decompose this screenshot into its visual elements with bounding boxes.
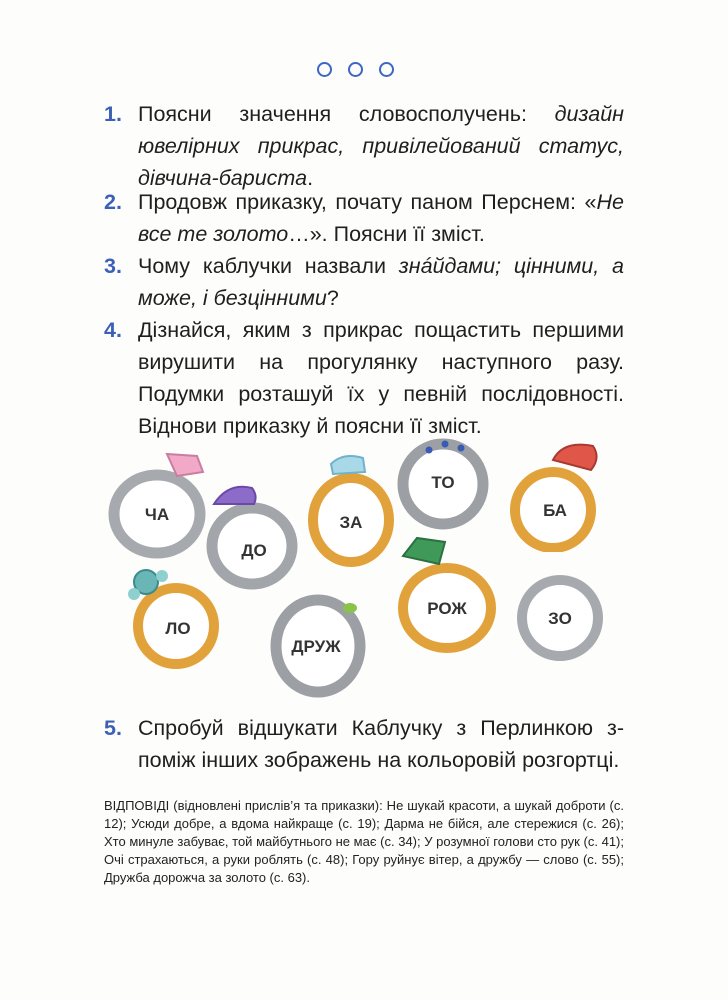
ring-za bbox=[303, 450, 399, 570]
question-1 bbox=[104, 98, 624, 194]
ring-rozh bbox=[395, 536, 499, 654]
ring-to bbox=[395, 432, 491, 532]
ring-zo bbox=[514, 570, 606, 666]
question-2 bbox=[104, 186, 624, 250]
ring-label: ТО bbox=[431, 473, 455, 492]
rings-illustration bbox=[100, 430, 640, 710]
ring-label: БА bbox=[543, 501, 567, 520]
question-4 bbox=[104, 314, 624, 442]
question-text: Поясни значення словосполучень: bbox=[138, 102, 555, 126]
question-3 bbox=[104, 250, 624, 314]
ring-label: ЧА bbox=[144, 505, 170, 524]
gem-dot-icon bbox=[426, 447, 433, 454]
ring-ba bbox=[505, 440, 605, 552]
question-number: 5. bbox=[104, 716, 122, 740]
question-end: ? bbox=[326, 286, 339, 310]
gem-icon bbox=[156, 570, 168, 582]
ring-label: ДО bbox=[241, 541, 267, 560]
question-5 bbox=[104, 712, 624, 776]
ring-label: РОЖ bbox=[427, 599, 467, 618]
ring-label: ЛО bbox=[165, 619, 191, 638]
gem-dot-icon bbox=[442, 441, 449, 448]
question-text: Продовж приказку, почату паном Перснем: « bbox=[138, 190, 597, 214]
question-text: Чому каблучки назвали bbox=[138, 254, 399, 278]
gem-icon bbox=[214, 487, 256, 504]
decorative-circles bbox=[317, 62, 394, 77]
question-italic: дизайн ювелірних прикрас, привілейований статус, дівчина-бариста bbox=[138, 102, 624, 190]
answers-text: (відновлені прислів’я та приказки): Не шукай красоти, а шукай доброти (с. 12); Усюди добре, а вдома найкраще (с. 19); Дарма не бійся, але стережися (с. 26); Хто минуле забуває, той майбутнього не має (с. 34); У розумної голови сто рук (с. 41); Очі страхаються, а руки роблять (с. 48); Гору руйнує вітер, а дружбу — слово (с. 55); Дружба дорожча за золото (с. 63). bbox=[104, 798, 624, 885]
circle-icon bbox=[379, 62, 394, 77]
circle-icon bbox=[348, 62, 363, 77]
ring-cha bbox=[105, 450, 209, 560]
question-italic: знáйдами; цінними, а може, і безцінними bbox=[138, 254, 625, 310]
question-number: 2. bbox=[104, 190, 122, 214]
question-number: 4. bbox=[104, 318, 122, 342]
gem-dot-icon bbox=[458, 445, 465, 452]
question-number: 3. bbox=[104, 254, 122, 278]
gem-icon bbox=[331, 456, 365, 474]
ring-lo bbox=[122, 560, 224, 670]
question-number: 1. bbox=[104, 102, 122, 126]
ring-label: ДРУЖ bbox=[291, 637, 341, 656]
question-end: …». Поясни її зміст. bbox=[288, 222, 485, 246]
ring-label: ЗО bbox=[548, 609, 572, 628]
circle-icon bbox=[317, 62, 332, 77]
question-end: . bbox=[307, 166, 314, 190]
gem-icon bbox=[343, 603, 357, 613]
question-text: Спробуй відшукати Каблучку з Перлинкою з-поміж інших зображень на кольоровій розгортці. bbox=[138, 716, 624, 772]
answers-label: ВІДПОВІДІ bbox=[104, 798, 170, 813]
gem-icon bbox=[553, 445, 597, 470]
ring-label: ЗА bbox=[339, 513, 363, 532]
question-italic: Не все те золото bbox=[138, 190, 624, 246]
gem-icon bbox=[403, 538, 445, 564]
answers-footnote bbox=[104, 797, 624, 887]
ring-druzh bbox=[268, 588, 370, 700]
question-text: Дізнайся, яким з прикрас пощастить першими вирушити на прогулянку наступного разу. Подумки розташуй їх у певній послідовності. Віднови приказку й поясни її зміст. bbox=[138, 318, 624, 438]
gem-icon bbox=[128, 588, 140, 600]
